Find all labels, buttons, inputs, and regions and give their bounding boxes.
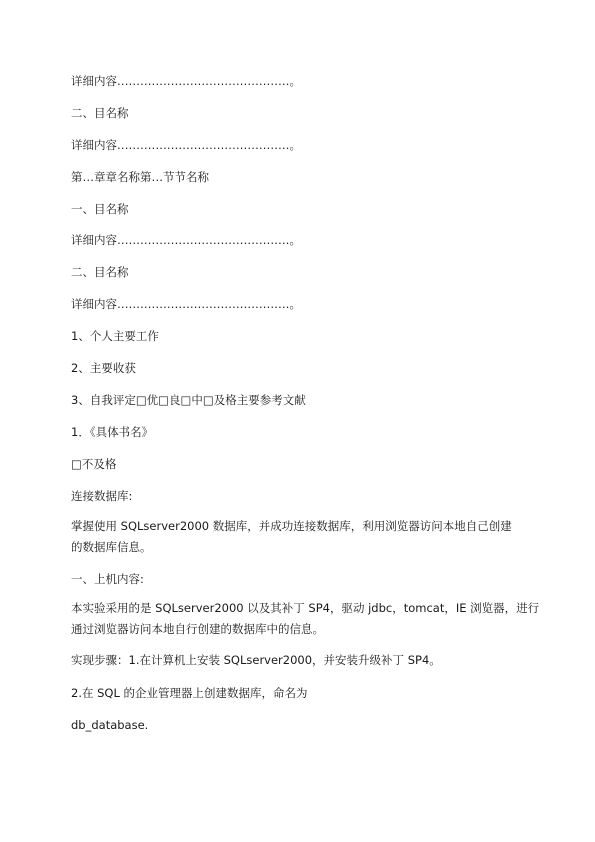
detail-line-4: 详细内容………………………………………。: [71, 297, 301, 311]
steps-line-1: 实现步骤：1.在计算机上安装 SQLserver2000，并安装升级补丁 SP4。: [71, 653, 441, 667]
paragraph-line: 的数据库信息。: [71, 540, 152, 554]
item-title-1: 一、目名称: [71, 202, 129, 216]
paragraph-line: 掌握使用 SQLserver2000 数据库，并成功连接数据库，利用浏览器访问本地自己创建: [71, 519, 512, 533]
list-item-work: 1、个人主要工作: [71, 329, 159, 343]
reference-item: 1．《具体书名》: [71, 425, 154, 439]
detail-line-1: 详细内容………………………………………。: [71, 74, 301, 88]
section-heading-content: 一、上机内容:: [71, 572, 144, 586]
detail-line-2: 详细内容………………………………………。: [71, 138, 301, 152]
steps-line-2: 2.在 SQL 的企业管理器上创建数据库，命名为: [71, 686, 308, 700]
steps-line-3: db_database.: [71, 718, 149, 732]
list-item-gains: 2、主要收获: [71, 361, 136, 375]
list-item-eval: 3、自我评定□优□良□中□及格主要参考文献: [71, 393, 306, 407]
paragraph-description: [71, 598, 540, 640]
paragraph-line: 通过浏览器访问本地自行创建的数据库中的信息。: [71, 622, 324, 636]
paragraph-line: 本实验采用的是 SQLserver2000 以及其补丁 SP4，驱动 jdbc，tomcat，IE 浏览器，进行: [71, 601, 540, 615]
paragraph-objective: [71, 516, 531, 558]
section-heading-connect: 连接数据库:: [71, 489, 133, 503]
chapter-heading: 第…章章名称第…节节名称: [71, 170, 209, 184]
item-title-2: 二、目名称: [71, 106, 129, 120]
fail-option: □不及格: [71, 457, 117, 471]
detail-line-3: 详细内容………………………………………。: [71, 233, 301, 247]
item-title-2b: 二、目名称: [71, 265, 129, 279]
